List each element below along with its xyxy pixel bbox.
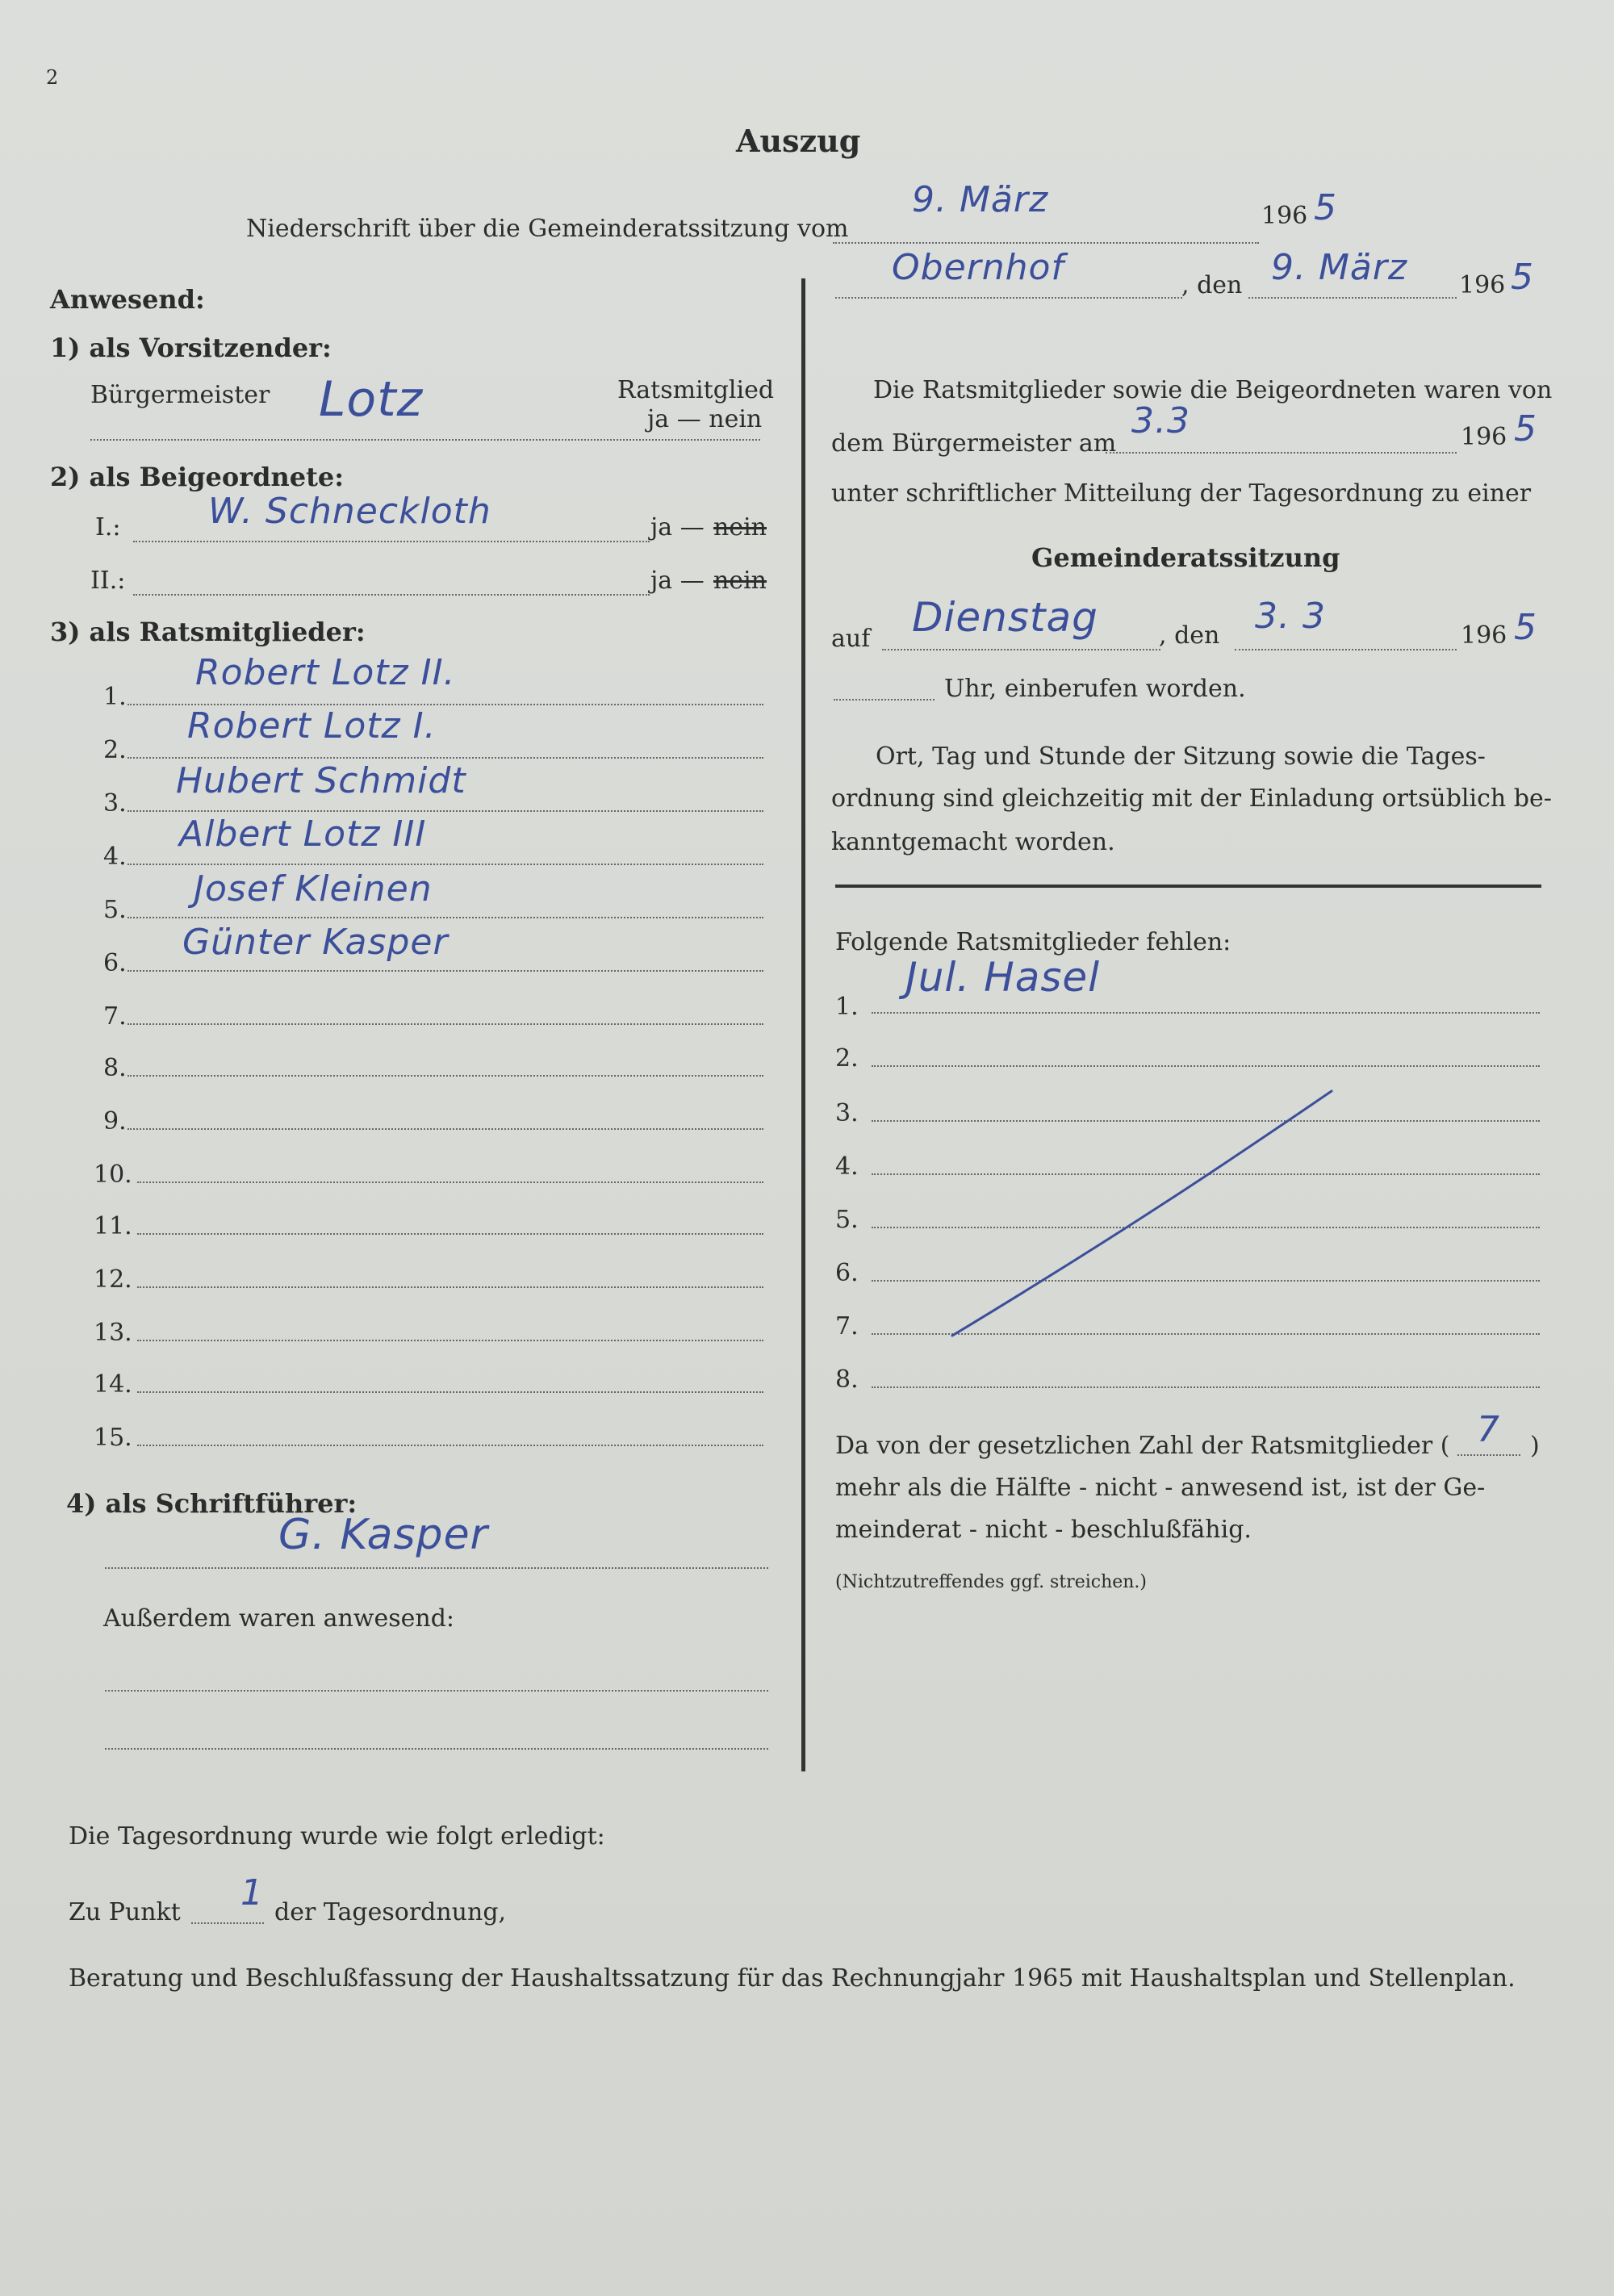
member-name: Robert Lotz I. [187, 705, 437, 747]
member-line [128, 1128, 763, 1130]
absent-line [872, 1386, 1540, 1388]
zahl-line [1457, 1454, 1520, 1456]
absent-number: 7. [835, 1312, 859, 1340]
erledigt-text: Die Tagesordnung wurde wie folgt erledigt: [69, 1822, 605, 1851]
member-number: 3. [103, 789, 127, 818]
member-number: 2. [103, 736, 127, 764]
member-line [128, 757, 763, 759]
sitzung-year-handwritten: 5 [1314, 187, 1337, 228]
member-number: 13. [94, 1319, 132, 1347]
auf-line [882, 649, 1160, 650]
beigeordneter-1-signature: W. Schneckloth [208, 491, 491, 532]
fehlen-heading: Folgende Ratsmitglieder fehlen: [835, 928, 1231, 956]
date2-year-handwritten: 5 [1511, 257, 1534, 298]
buergermeister-ja-nein: ja — nein [647, 405, 763, 433]
member-line [128, 864, 763, 865]
beigeordneter-2-nein-struck: nein [713, 567, 767, 595]
sitzung-label: Niederschrift über die Gemeinderatssitzung vom [246, 215, 849, 243]
member-line [128, 970, 763, 972]
member-line [128, 810, 763, 812]
member-number: 7. [103, 1002, 127, 1031]
beigeordneter-1-nein-struck: nein [713, 513, 767, 542]
bekanntmachung-line-1: Ort, Tag und Stunde der Sitzung sowie die Tages- [876, 742, 1486, 771]
absent-number: 3. [835, 1099, 859, 1127]
ausserdem-line-2 [105, 1748, 768, 1750]
beigeordneter-1-line [133, 541, 650, 542]
member-name: Hubert Schmidt [176, 760, 466, 801]
member-line [137, 1286, 763, 1288]
einberufung-line-3: unter schriftlicher Mitteilung der Tagesordnung zu einer [831, 479, 1532, 508]
einberufung-year-handwritten: 5 [1514, 408, 1537, 450]
member-line [137, 1181, 763, 1183]
member-number: 5. [103, 896, 127, 924]
member-name: Günter Kasper [182, 922, 449, 963]
place-line [835, 297, 1182, 299]
absent-number: 6. [835, 1259, 859, 1287]
absent-number: 5. [835, 1206, 859, 1234]
absent-number: 8. [835, 1365, 859, 1394]
auf-year-prefix: 196 [1461, 621, 1507, 650]
gemeinderatssitzung-heading: Gemeinderatssitzung [1031, 542, 1340, 573]
zahl-line-2: mehr als die Hälfte - nicht - anwesend ist, ist der Ge- [835, 1474, 1486, 1502]
einberufung-line-1: Die Ratsmitglieder sowie die Beigeordneten waren von [873, 376, 1553, 404]
auf-den-label: , den [1159, 621, 1220, 650]
member-line [128, 1075, 763, 1077]
beigeordnete-heading: 2) als Beigeordnete: [50, 462, 345, 492]
ausserdem-label: Außerdem waren anwesend: [103, 1604, 454, 1633]
date2-line [1248, 297, 1457, 299]
date2-handwritten: 9. März [1271, 247, 1408, 288]
zahl-line-3: meinderat - nicht - beschlußfähig. [835, 1516, 1252, 1544]
beigeordneter-2-label: II.: [90, 567, 126, 595]
bekanntmachung-line-2: ordnung sind gleichzeitig mit der Einladung ortsüblich be- [831, 784, 1552, 813]
handwritten-strike-stroke [928, 1081, 1348, 1340]
punkt-line [191, 1922, 264, 1924]
document-title: Auszug [736, 123, 861, 159]
zahl-line-1: Da von der gesetzlichen Zahl der Ratsmitglieder ( [835, 1432, 1450, 1460]
schriftfuehrer-heading: 4) als Schriftführer: [66, 1488, 358, 1519]
buergermeister-label: Bürgermeister [90, 381, 270, 409]
member-number: 8. [103, 1054, 127, 1082]
streichen-note: (Nichtzutreffendes ggf. streichen.) [835, 1572, 1148, 1592]
member-number: 15. [94, 1424, 132, 1452]
member-number: 9. [103, 1107, 127, 1135]
schriftfuehrer-line [105, 1567, 768, 1569]
member-line [128, 917, 763, 918]
auf-label: auf [831, 625, 871, 653]
absent-number: 1. [835, 993, 859, 1021]
auf-day-handwritten: Dienstag [912, 594, 1098, 641]
member-number: 12. [94, 1265, 132, 1294]
auf-date-handwritten: 3. 3 [1255, 596, 1326, 637]
member-name: Albert Lotz III [179, 813, 427, 855]
absent-number: 2. [835, 1044, 859, 1073]
absent-name: Jul. Hasel [905, 954, 1101, 1001]
member-line [137, 1340, 763, 1341]
einberufung-date-handwritten: 3.3 [1131, 400, 1190, 441]
member-line [128, 1023, 763, 1025]
absent-line [872, 1012, 1540, 1014]
member-number: 11. [94, 1212, 132, 1240]
punkt-handwritten: 1 [240, 1872, 264, 1913]
member-number: 4. [103, 843, 127, 871]
place-handwritten: Obernhof [892, 247, 1064, 288]
ratsmitglieder-heading: 3) als Ratsmitglieder: [50, 617, 366, 647]
page-number: 2 [46, 66, 59, 89]
member-line [137, 1391, 763, 1393]
sitzung-date-handwritten: 9. März [912, 179, 1049, 220]
member-line [137, 1233, 763, 1235]
zu-punkt-label: Zu Punkt [69, 1898, 181, 1926]
member-number: 14. [94, 1370, 132, 1399]
column-divider [801, 278, 805, 1771]
beigeordneter-2-line [133, 594, 650, 596]
uhr-text: Uhr, einberufen worden. [944, 675, 1246, 703]
sitzung-year-prefix: 196 [1261, 202, 1308, 230]
buergermeister-signature: Lotz [319, 371, 424, 428]
bekanntmachung-line-3: kanntgemacht worden. [831, 828, 1115, 856]
anwesend-heading: Anwesend: [50, 284, 205, 315]
sitzung-date-line [833, 242, 1259, 244]
uhr-line [834, 699, 935, 701]
ausserdem-line-1 [105, 1690, 768, 1692]
auf-date-line [1235, 649, 1457, 650]
beigeordneter-2-ja: ja — [650, 567, 705, 595]
right-section-divider [835, 885, 1541, 888]
buergermeister-line [90, 439, 760, 441]
ratsmitglied-label: Ratsmitglied [617, 376, 775, 404]
beratung-text: Beratung und Beschlußfassung der Haushaltssatzung für das Rechnungjahr 1965 mit Haushaltsplan und Stellenplan. [69, 1964, 1516, 1993]
member-number: 1. [103, 683, 127, 711]
einberufung-line-2: dem Bürgermeister am [831, 429, 1117, 458]
absent-line [872, 1065, 1540, 1067]
date2-year-prefix: 196 [1459, 271, 1506, 299]
zahl-handwritten: 7 [1477, 1409, 1500, 1450]
beigeordneter-1-label: I.: [95, 513, 121, 542]
place-den-label: , den [1181, 271, 1243, 299]
zahl-close: ) [1530, 1432, 1540, 1460]
der-tagesordnung-label: der Tagesordnung, [274, 1898, 507, 1926]
vorsitzender-heading: 1) als Vorsitzender: [50, 332, 332, 363]
member-number: 10. [94, 1161, 132, 1189]
einberufung-year-prefix: 196 [1461, 423, 1507, 451]
member-name: Robert Lotz II. [195, 652, 456, 693]
beigeordneter-1-ja: ja — [650, 513, 705, 542]
member-name: Josef Kleinen [194, 868, 433, 910]
auf-year-handwritten: 5 [1514, 607, 1537, 648]
einberufung-date-line [1106, 452, 1457, 454]
absent-number: 4. [835, 1152, 859, 1181]
schriftfuehrer-signature: G. Kasper [278, 1511, 488, 1559]
member-line [137, 1445, 763, 1446]
member-number: 6. [103, 949, 127, 977]
